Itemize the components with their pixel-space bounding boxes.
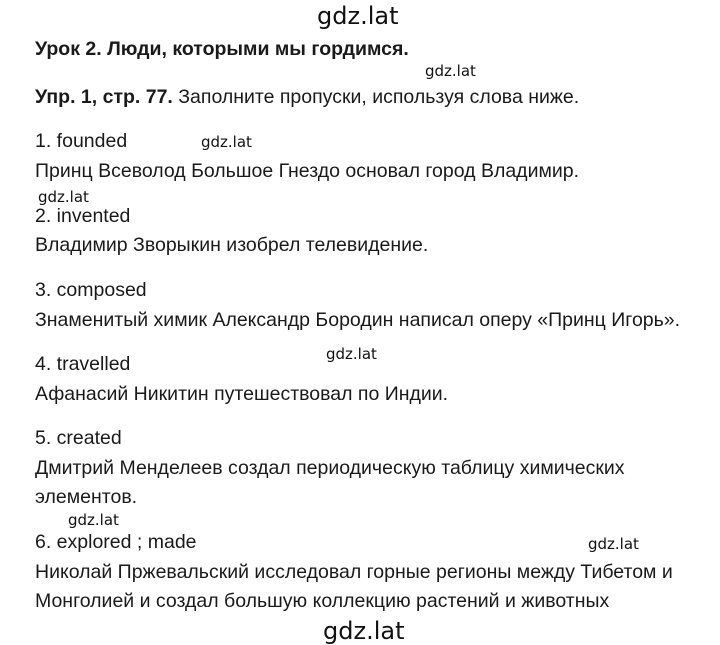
sentence-6-line-2: Монголией и создал большую коллекцию растений и животных	[35, 590, 610, 612]
task-reference: Упр. 1, стр. 77.	[35, 86, 173, 108]
watermark-4: gdz.lat	[326, 345, 377, 363]
answer-2: 2. invented	[35, 205, 131, 227]
watermark-bottom: gdz.lat	[323, 617, 405, 645]
answer-3: 3. composed	[35, 279, 147, 301]
sentence-5-line-1: Дмитрий Менделеев создал периодическую таблицу химических	[35, 457, 625, 479]
task-line	[35, 86, 579, 109]
answer-5: 5. created	[35, 427, 122, 449]
watermark-6: gdz.lat	[588, 535, 639, 553]
sentence-2: Владимир Зворыкин изобрел телевидение.	[35, 234, 429, 256]
sentence-4: Афанасий Никитин путешествовал по Индии.	[35, 383, 449, 405]
sentence-3: Знаменитый химик Александр Бородин написал оперу «Принц Игорь».	[35, 309, 681, 331]
lesson-title: Урок 2. Люди, которыми мы гордимся.	[35, 38, 409, 60]
answer-1: 1. founded	[35, 130, 128, 152]
watermark-2: gdz.lat	[201, 133, 252, 151]
task-instruction: Заполните пропуски, используя слова ниже.	[172, 86, 580, 108]
sentence-5-line-2: элементов.	[35, 486, 138, 508]
answer-6: 6. explored ; made	[35, 531, 197, 553]
watermark-top: gdz.lat	[317, 2, 399, 30]
watermark-5: gdz.lat	[68, 511, 119, 529]
sentence-1: Принц Всеволод Большое Гнездо основал город Владимир.	[35, 160, 580, 182]
watermark-1: gdz.lat	[425, 62, 476, 80]
answer-4: 4. travelled	[35, 353, 131, 375]
watermark-3: gdz.lat	[38, 188, 89, 206]
sentence-6-line-1: Николай Пржевальский исследовал горные регионы между Тибетом и	[35, 561, 673, 583]
